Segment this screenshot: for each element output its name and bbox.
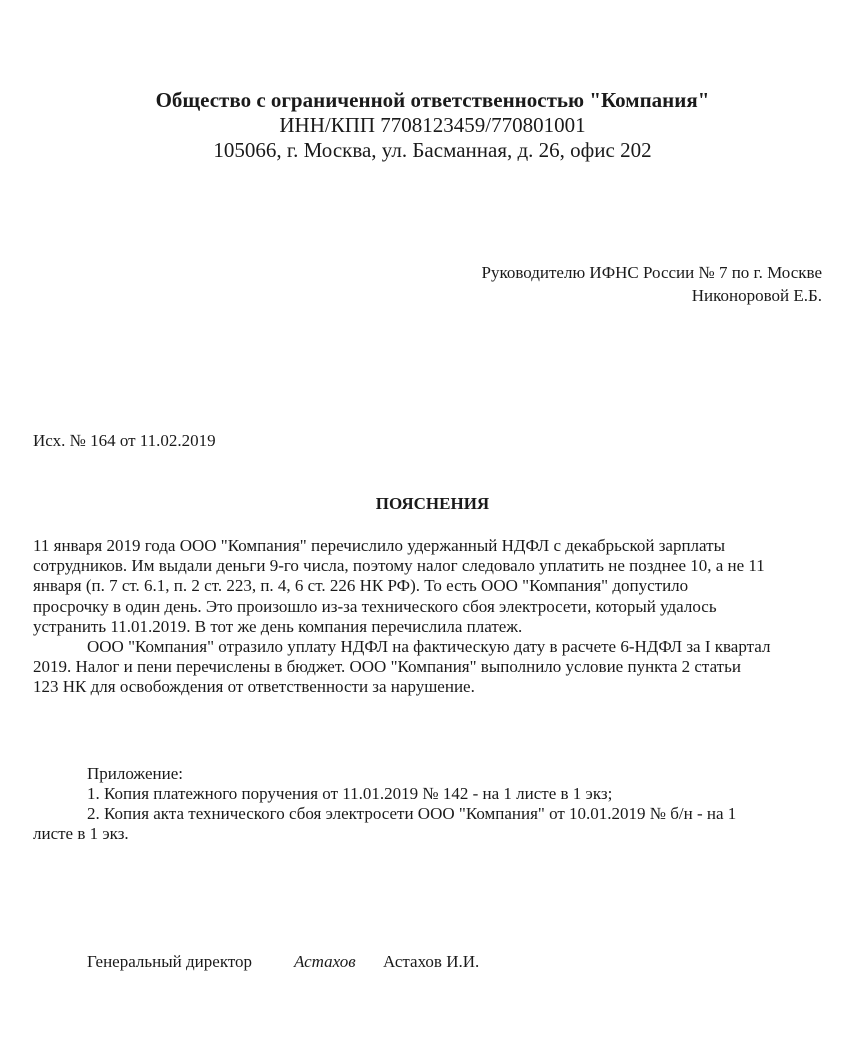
appendix-label-text: Приложение:: [87, 764, 183, 783]
inn-kpp: ИНН/КПП 7708123459/770801001: [279, 113, 586, 137]
appendix-item-1: 1. Копия платежного поручения от 11.01.2019 № 142 - на 1 листе в 1 экз;: [87, 784, 613, 803]
handwritten-signature: Астахов: [294, 952, 356, 971]
document-title: ПОЯСНЕНИЯ: [375, 494, 490, 513]
appendix-item-2: 2. Копия акта технического сбоя электросети ООО "Компания" от 10.01.2019 № б/н - на 1: [87, 804, 737, 824]
paragraph-2: [33, 637, 833, 698]
addressee-line-1: Руководителю ИФНС России № 7 по г. Москве: [481, 263, 822, 282]
paragraph-2-line: 123 НК для освобождения от ответственности за нарушение.: [33, 677, 475, 697]
paragraph-2-line: ООО "Компания" отразило уплату НДФЛ на фактическую дату в расчете 6-НДФЛ за I квартал: [87, 637, 771, 656]
organization-address: 105066, г. Москва, ул. Басманная, д. 26, офис 202: [213, 138, 652, 162]
organization-name: Общество с ограниченной ответственностью "Компания": [155, 88, 710, 112]
appendix-item-2-continuation: листе в 1 экз.: [33, 824, 129, 844]
appendix-list: [33, 784, 833, 845]
addressee-line-2: Никоноровой Е.Б.: [691, 286, 822, 305]
paragraph-1-line: устранить 11.01.2019. В тот же день компания перечислила платеж.: [33, 616, 523, 636]
paragraph-1: [33, 536, 833, 637]
outgoing-reference: Исх. № 164 от 11.02.2019: [33, 431, 216, 450]
signatory-position: Генеральный директор: [87, 952, 253, 971]
paragraph-1-line: 11 января 2019 года ООО "Компания" перечислило удержанный НДФЛ с декабрьской зарплаты: [33, 536, 725, 555]
paragraph-1-line: просрочку в один день. Это произошло из-за технического сбоя электросети, который удалось: [33, 596, 717, 616]
paragraph-1-line: сотрудников. Им выдали деньги 9-го числа, поэтому налог следовало уплатить не позднее 10, а не 11: [33, 556, 765, 576]
signatory-name: Астахов И.И.: [383, 952, 480, 971]
paragraph-1-line: января (п. 7 ст. 6.1, п. 2 ст. 223, п. 4, 6 ст. 226 НК РФ). То есть ООО "Компания" допустило: [33, 576, 689, 596]
appendix-label: [33, 764, 833, 784]
paragraph-2-line: 2019. Налог и пени перечислены в бюджет. ООО "Компания" выполнило условие пункта 2 статьи: [33, 657, 741, 677]
